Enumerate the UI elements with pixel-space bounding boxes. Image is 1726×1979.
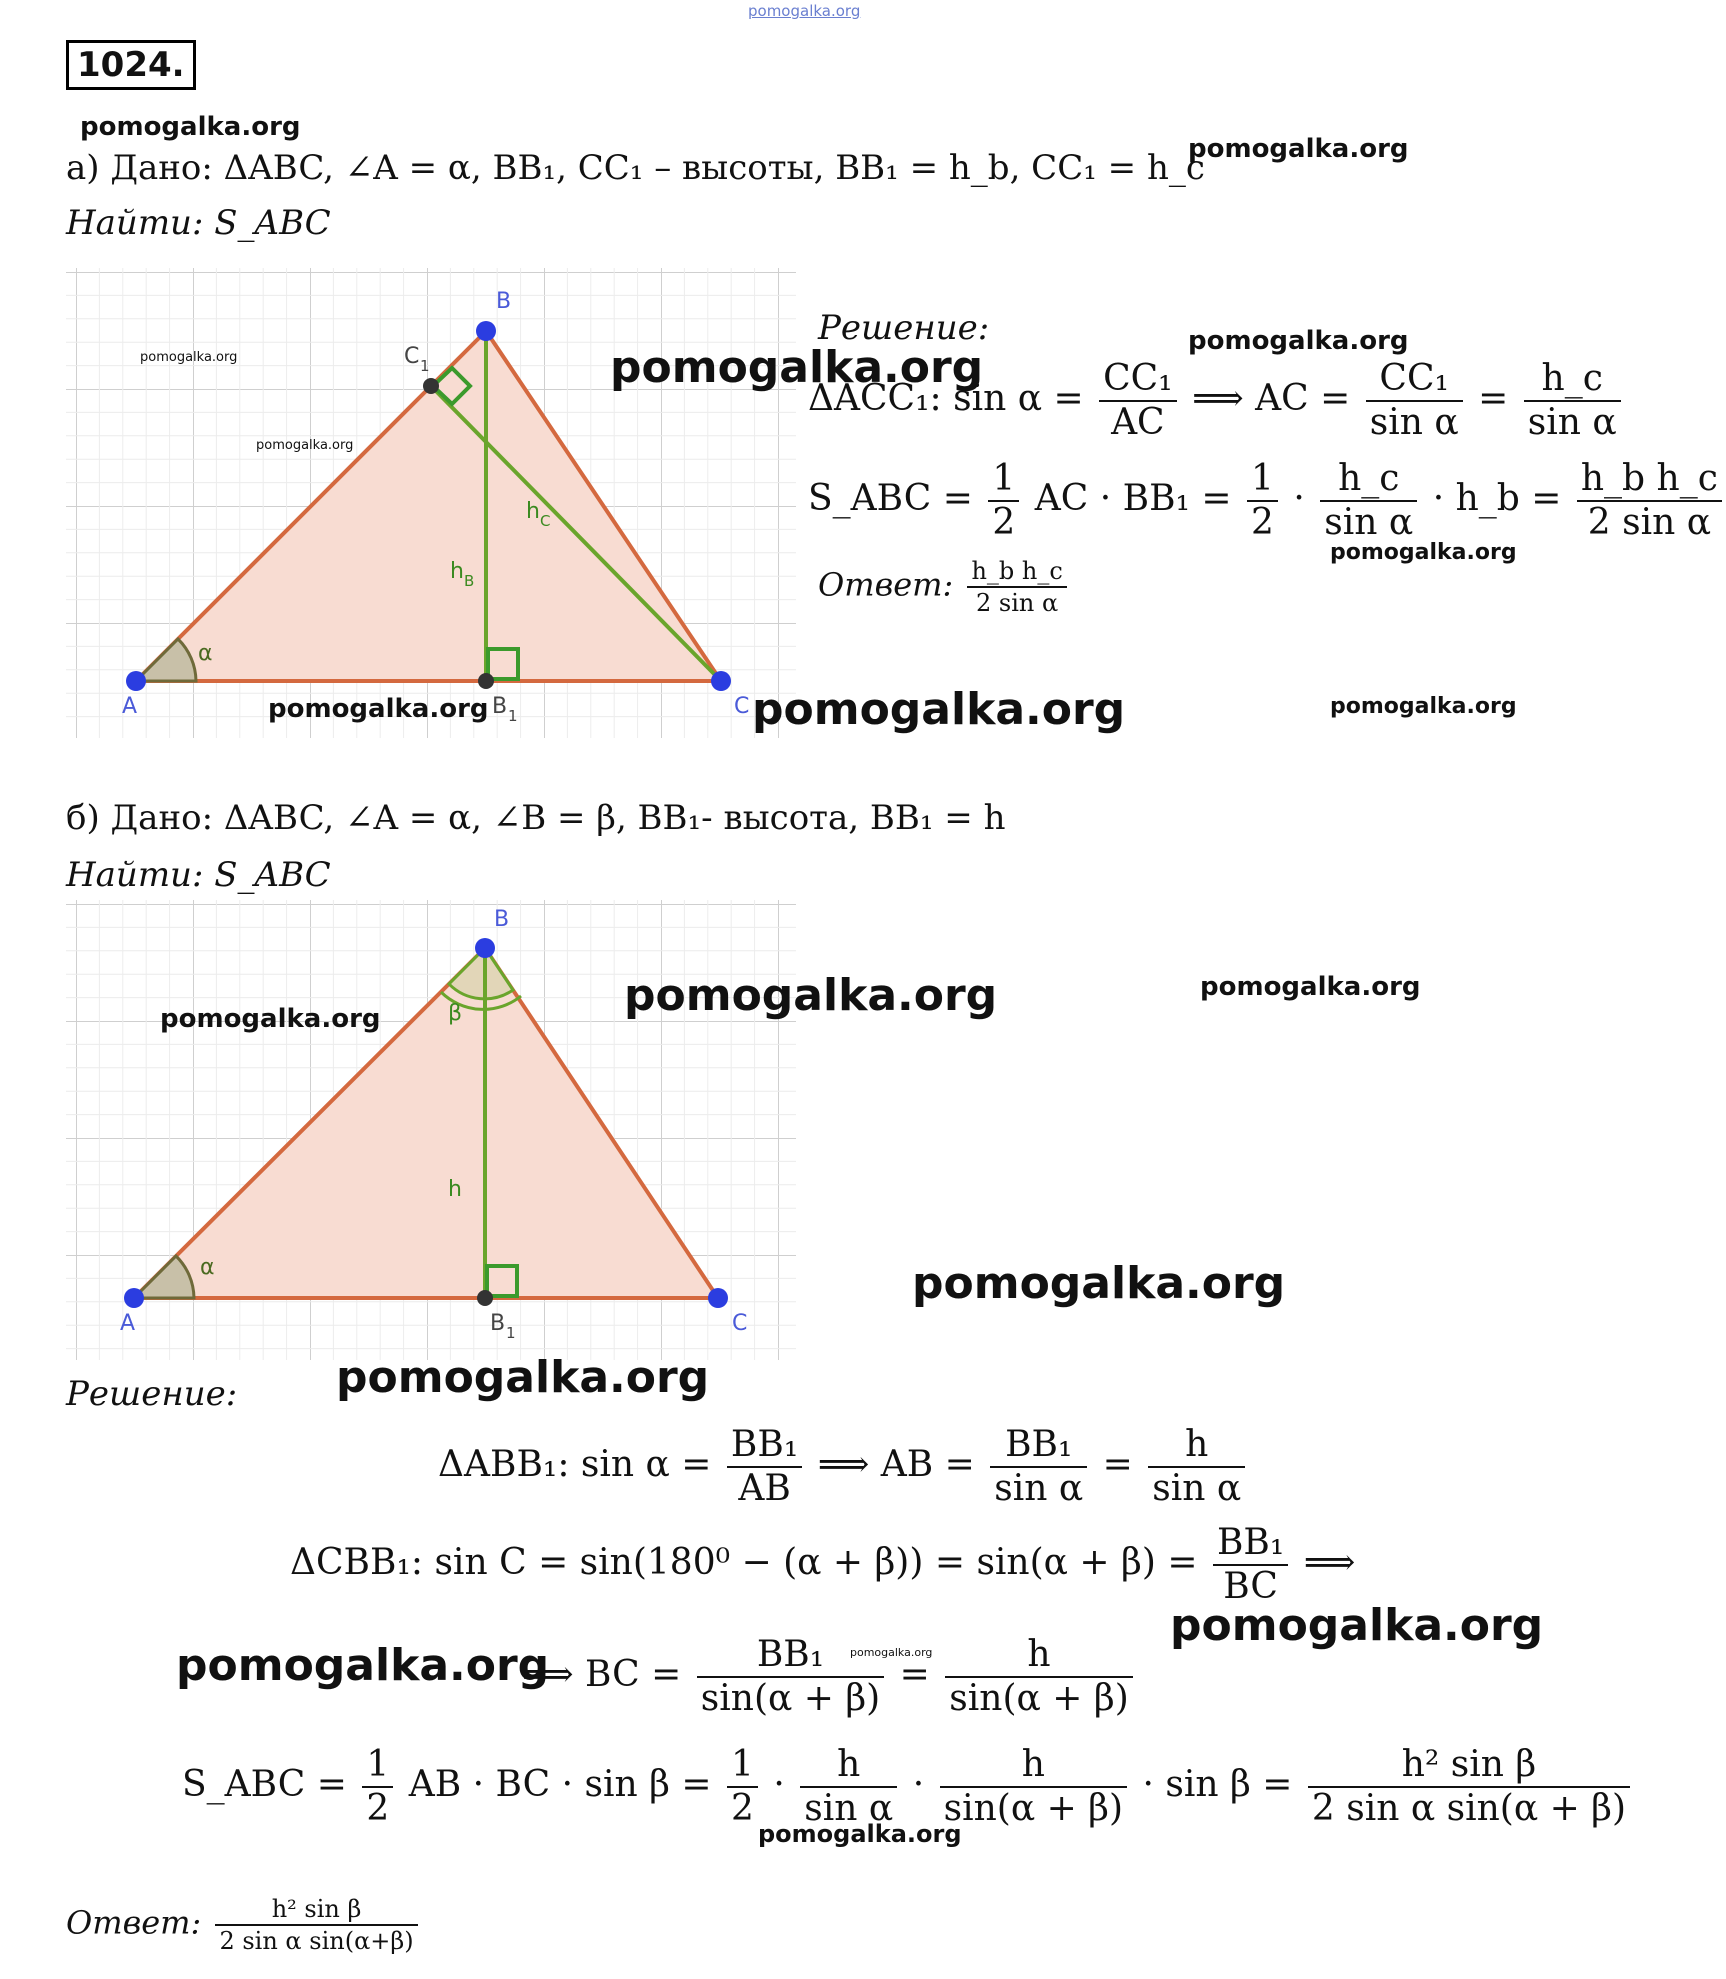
watermark: pomogalka.org xyxy=(1330,540,1517,565)
watermark: pomogalka.org xyxy=(912,1258,1286,1309)
part-b-find: Найти: S_ABC xyxy=(66,855,331,895)
label-hb-sub: B xyxy=(464,572,475,590)
part-a-answer xyxy=(818,556,1071,618)
eq4-left: S_ABC = xyxy=(182,1764,347,1805)
eq2-result: $\frac{\text{h\_b h\_c}}{\text{2 sin α}}$ xyxy=(1577,458,1722,544)
part-b-eq2 xyxy=(290,1522,1355,1608)
part-b-eq4 xyxy=(182,1744,1634,1830)
label-hc-sub: C xyxy=(540,512,551,530)
eq4-frac1: $\frac{h}{\text{sin α}}$ xyxy=(800,1744,897,1830)
eq2-tail: ⟹ xyxy=(1303,1542,1356,1583)
part-a-eq2 xyxy=(808,458,1726,544)
label-hc: h xyxy=(526,499,540,524)
watermark: pomogalka.org xyxy=(176,1640,550,1691)
watermark: pomogalka.org xyxy=(850,1646,933,1659)
label-b: B xyxy=(496,289,512,314)
diagram-b xyxy=(66,900,796,1360)
answer-label: Ответ: xyxy=(818,565,954,604)
eq2-half2: $\frac{1}{2}$ xyxy=(1247,458,1278,544)
part-a-find: Найти: S_ABC xyxy=(66,203,331,243)
eq1-left: ΔACC₁: sin α = xyxy=(808,378,1084,419)
watermark: pomogalka.org xyxy=(758,1820,962,1848)
point-c-b xyxy=(708,1288,728,1308)
eq4-frac2: $\frac{h}{\sin(\alpha + \beta)}$ xyxy=(940,1744,1127,1830)
point-b1-b xyxy=(477,1290,493,1306)
eq1-left: ΔABB₁: sin α = xyxy=(438,1444,712,1485)
label-a-b: A xyxy=(120,1311,136,1336)
watermark-top[interactable]: pomogalka.org xyxy=(748,2,861,20)
watermark: pomogalka.org xyxy=(610,342,984,393)
point-a-b xyxy=(124,1288,144,1308)
answer-frac: $\frac{\text{h\_b h\_c}}{\text{2 sin α}}$ xyxy=(967,556,1066,618)
eq2-left: S_ABC = xyxy=(808,478,973,519)
watermark: pomogalka.org xyxy=(1170,1600,1544,1651)
watermark: pomogalka.org xyxy=(1200,972,1421,1002)
part-a-solution-label: Решение: xyxy=(818,308,990,348)
label-b-b: B xyxy=(494,907,510,932)
watermark: pomogalka.org xyxy=(336,1352,710,1403)
label-b1-b: B xyxy=(490,1311,506,1336)
label-alpha-b: α xyxy=(200,1255,215,1280)
label-c1-sub: 1 xyxy=(420,357,430,375)
part-b-answer xyxy=(66,1894,422,1956)
point-c xyxy=(711,671,731,691)
eq1-mid: ⟹ AC = xyxy=(1192,378,1351,419)
point-b-b xyxy=(475,938,495,958)
watermark: pomogalka.org xyxy=(1188,326,1409,356)
eq1-eq: = xyxy=(1478,378,1509,419)
eq1-frac1: $\frac{\text{CC₁}}{AC}$ xyxy=(1099,358,1177,444)
point-c1 xyxy=(423,378,439,394)
part-b-given: б) Дано: ΔABC, ∠A = α, ∠B = β, BB₁- высота, BB₁ = h xyxy=(66,798,1006,838)
label-alpha-a: α xyxy=(198,641,213,666)
part-b-eq3 xyxy=(522,1634,1137,1720)
eq1-frac2: $\frac{\text{BB₁}}{\text{sin α}}$ xyxy=(990,1424,1087,1510)
eq2-frac: $\frac{\text{BB₁}}{BC}$ xyxy=(1213,1522,1288,1608)
label-c1: C xyxy=(404,344,420,369)
label-c: C xyxy=(734,694,750,719)
point-b1 xyxy=(478,673,494,689)
eq2-dot: · xyxy=(1293,478,1305,519)
answer-label: Ответ: xyxy=(66,1903,202,1942)
eq1-frac3: $\frac{h\_c}{\text{sin α}}$ xyxy=(1524,358,1621,444)
label-hb: h xyxy=(450,559,464,584)
eq2-frac: $\frac{h\_c}{\text{sin α}}$ xyxy=(1320,458,1417,544)
watermark: pomogalka.org xyxy=(140,350,238,365)
eq4-result: $\frac{\text{h² sin β}}{\text{2 sin α sin(α + β)}}$ xyxy=(1308,1744,1630,1830)
label-a: A xyxy=(122,694,138,719)
eq4-dot2: · xyxy=(912,1764,925,1805)
eq4-dot: · xyxy=(773,1764,785,1805)
part-a-given: а) Дано: ΔABC, ∠A = α, BB₁, CC₁ – высоты, BB₁ = h_b, CC₁ = h_c xyxy=(66,148,1205,188)
eq3-frac2: $\frac{h}{\sin(\alpha + \beta)}$ xyxy=(945,1634,1132,1720)
point-a xyxy=(126,671,146,691)
eq2-left: ΔCBB₁: sin C = sin(180⁰ − (α + β)) = sin(α + β) = xyxy=(290,1542,1198,1583)
label-h: h xyxy=(448,1177,462,1202)
label-beta: β xyxy=(448,1001,463,1026)
label-c-b: C xyxy=(732,1311,748,1336)
eq2-mid: AC · BB₁ = xyxy=(1034,478,1232,519)
watermark: pomogalka.org xyxy=(160,1004,381,1034)
eq1-mid: ⟹ AB = xyxy=(817,1444,975,1485)
eq3-left: ⟹ BC = xyxy=(522,1654,682,1695)
problem-number: 1024. xyxy=(66,40,196,90)
eq1-frac1: $\frac{\text{BB₁}}{AB}$ xyxy=(727,1424,802,1510)
label-b1-sub-b: 1 xyxy=(506,1324,516,1342)
eq2-half: $\frac{1}{2}$ xyxy=(988,458,1019,544)
part-b-eq1 xyxy=(438,1424,1249,1510)
eq4-half: $\frac{1}{2}$ xyxy=(362,1744,393,1830)
label-b1: B xyxy=(492,694,508,719)
part-b-solution-label: Решение: xyxy=(66,1374,238,1414)
eq1-frac3: $\frac{h}{\text{sin α}}$ xyxy=(1148,1424,1245,1510)
part-a-eq1 xyxy=(808,358,1625,444)
label-b1-sub: 1 xyxy=(508,707,518,725)
diagram-a xyxy=(66,268,796,738)
point-b xyxy=(476,321,496,341)
watermark: pomogalka.org xyxy=(1188,134,1409,164)
eq3-eq: = xyxy=(899,1654,930,1695)
watermark: pomogalka.org xyxy=(268,694,489,724)
watermark: pomogalka.org xyxy=(624,970,998,1021)
eq1-eq: = xyxy=(1102,1444,1133,1485)
eq2-tail: · h_b = xyxy=(1432,478,1562,519)
watermark: pomogalka.org xyxy=(256,438,354,453)
watermark: pomogalka.org xyxy=(1330,694,1517,719)
eq4-mid: AB · BC · sin β = xyxy=(408,1764,712,1805)
eq4-half2: $\frac{1}{2}$ xyxy=(727,1744,758,1830)
answer-frac: $\frac{\text{h² sin β}}{\text{2 sin α sin(α+β)}}$ xyxy=(215,1894,417,1956)
eq4-tail: · sin β = xyxy=(1142,1764,1293,1805)
watermark: pomogalka.org xyxy=(80,112,301,142)
eq1-frac2: $\frac{\text{CC₁}}{\text{sin α}}$ xyxy=(1366,358,1463,444)
watermark: pomogalka.org xyxy=(752,684,1126,735)
eq3-frac1: $\frac{\text{BB₁}}{\sin(\alpha + \beta)}$ xyxy=(697,1634,884,1720)
